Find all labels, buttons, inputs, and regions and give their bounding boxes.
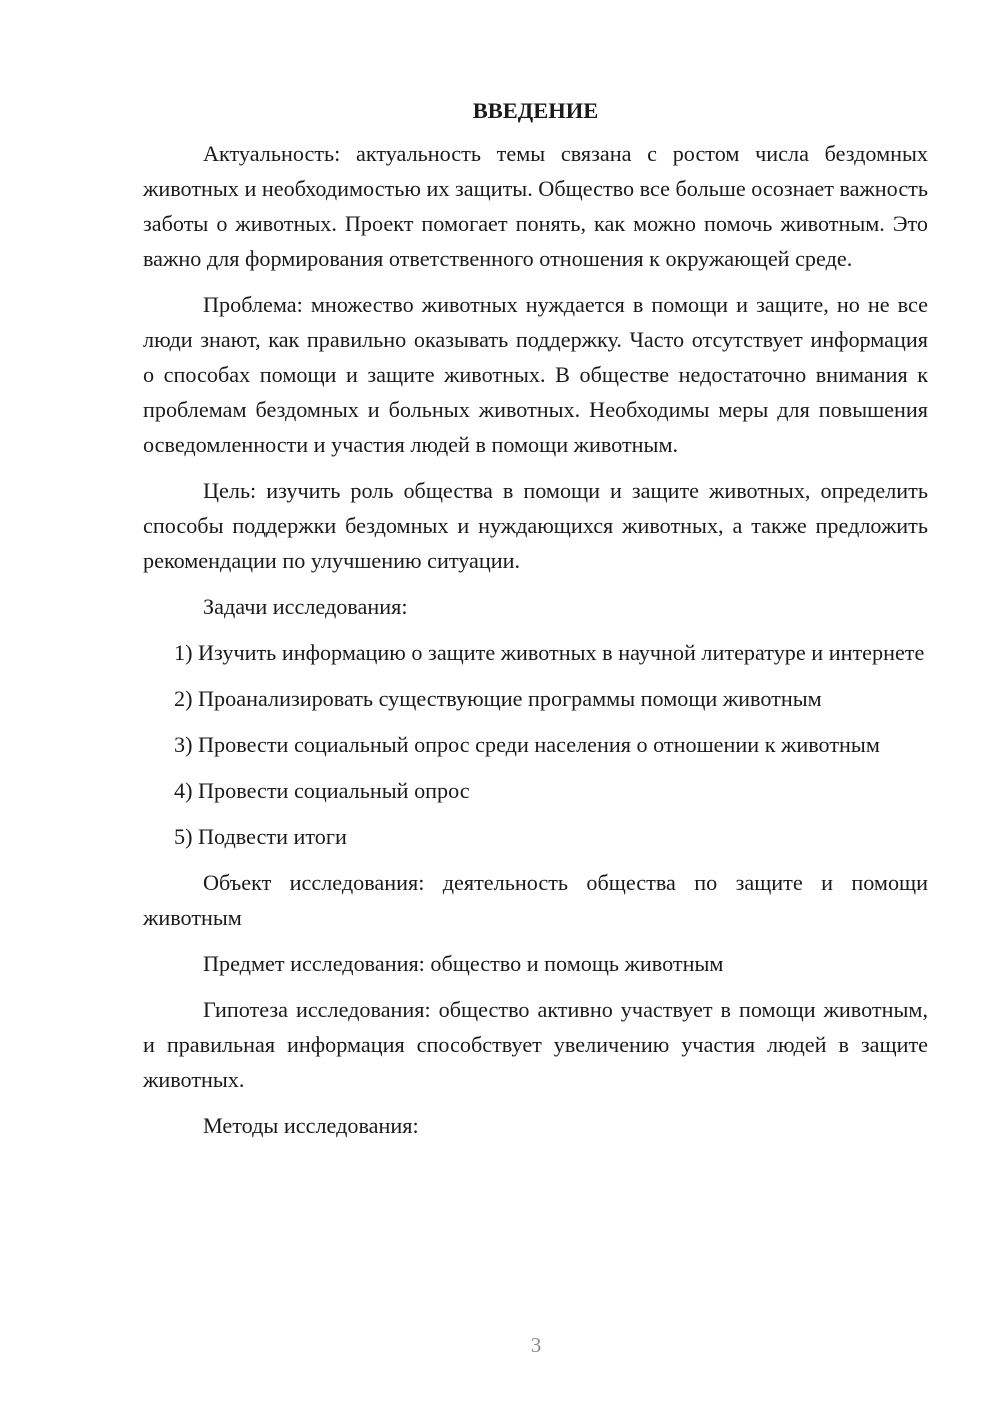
hypothesis-paragraph: Гипотеза исследования: общество активно участвует в помощи животным, и правильная информация способствует увеличению участия людей в защите животных. [143,997,928,1092]
page-content [143,92,928,1154]
page-number: 3 [530,1333,542,1357]
object-paragraph: Объект исследования: деятельность общества по защите и помощи животным [143,870,928,930]
problem-paragraph: Проблема: множество животных нуждается в помощи и защите, но не все люди знают, как правильно оказывать поддержку. Часто отсутствует информация о способах помощи и защите животных. В обществе недостаточно внимания к проблемам бездомных и больных животных. Необходимы меры для повышения осведомленности и участия людей в помощи животным. [143,292,928,457]
task-item-4: 4) Провести социальный опрос [174,778,470,803]
tasks-heading: Задачи исследования: [203,594,408,619]
subject-paragraph: Предмет исследования: общество и помощь животным [203,951,724,976]
task-item-1: 1) Изучить информацию о защите животных в научной литературе и интернете [174,640,925,665]
task-item-3: 3) Провести социальный опрос среди населения о отношении к животным [174,732,880,757]
section-title: ВВЕДЕНИЕ [472,98,599,123]
task-item-5: 5) Подвести итоги [174,824,347,849]
goal-paragraph: Цель: изучить роль общества в помощи и защите животных, определить способы поддержки бездомных и нуждающихся животных, а также предложить рекомендации по улучшению ситуации. [143,478,928,573]
relevance-paragraph: Актуальность: актуальность темы связана с ростом числа бездомных животных и необходимостью их защиты. Общество все больше осознает важность заботы о животных. Проект помогает понять, как можно помочь животным. Это важно для формирования ответственного отношения к окружающей среде. [143,141,928,271]
tasks-list [143,635,928,854]
methods-heading: Методы исследования: [203,1113,419,1138]
task-item-2: 2) Проанализировать существующие программы помощи животным [174,686,822,711]
